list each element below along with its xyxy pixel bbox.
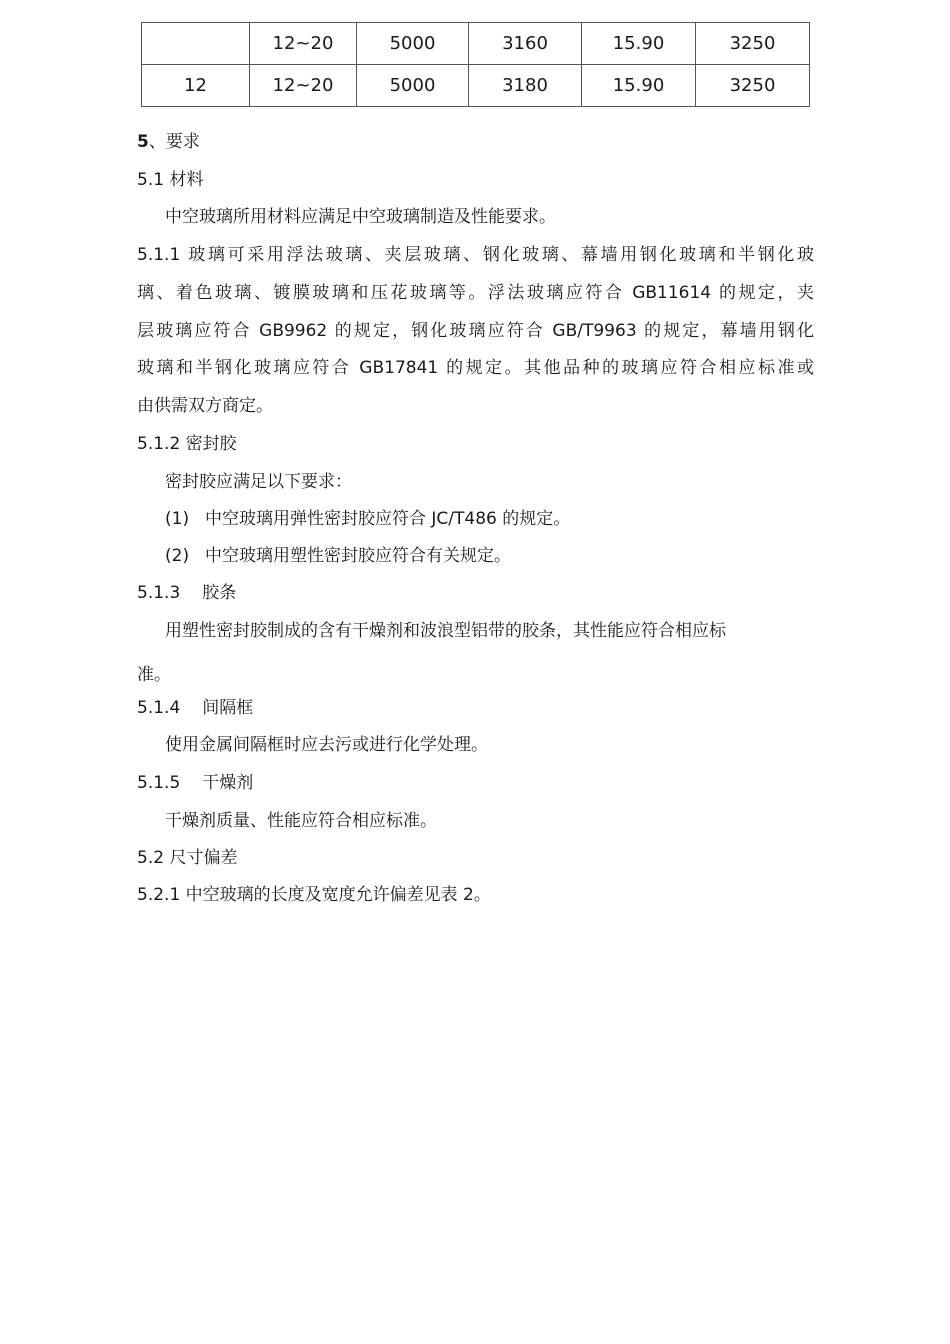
spec-table bbox=[141, 22, 810, 107]
table-cell: 3250 bbox=[696, 23, 810, 65]
table-cell: 3160 bbox=[469, 23, 582, 65]
section-5-1-1-line bbox=[137, 319, 814, 343]
table-cell bbox=[142, 23, 250, 65]
section-5-1-2-heading: 5.1.2 密封胶 bbox=[137, 434, 237, 454]
section-5-1-1-line: 由供需双方商定。 bbox=[137, 396, 273, 416]
list-item-text: 中空玻璃用弹性密封胶应符合 JC/T486 的规定。 bbox=[205, 509, 571, 529]
paragraph-line: 5.1.1 玻璃可采用浮法玻璃、夹层玻璃、钢化玻璃、幕墙用钢化玻璃和半钢化玻 bbox=[137, 245, 814, 265]
section-5-1-4-text: 使用金属间隔框时应去污或进行化学处理。 bbox=[165, 735, 488, 755]
table-row bbox=[142, 23, 810, 65]
table-cell: 12~20 bbox=[250, 23, 357, 65]
section-5-1-5-text: 干燥剂质量、性能应符合相应标准。 bbox=[165, 811, 437, 831]
section-5-heading bbox=[137, 130, 200, 154]
list-item-text: 中空玻璃用塑性密封胶应符合有关规定。 bbox=[205, 546, 511, 566]
section-title: 胶条 bbox=[202, 583, 237, 603]
table-cell: 12~20 bbox=[250, 65, 357, 107]
table-cell: 12 bbox=[142, 65, 250, 107]
section-5-1-4-heading bbox=[137, 696, 253, 720]
section-5-number: 5 bbox=[137, 132, 149, 152]
paragraph-line: 玻璃和半钢化玻璃应符合 GB17841 的规定。其他品种的玻璃应符合相应标准或 bbox=[137, 358, 814, 378]
section-5-1-1-line bbox=[137, 281, 814, 305]
list-item bbox=[165, 544, 511, 568]
list-item-number: (1) bbox=[165, 509, 190, 529]
table-cell: 3250 bbox=[696, 65, 810, 107]
section-5-1-2-text: 密封胶应满足以下要求： bbox=[165, 472, 352, 492]
table-row bbox=[142, 65, 810, 107]
section-5-1-3-text-cont: 准。 bbox=[137, 665, 171, 685]
section-5-1-1-line bbox=[137, 243, 814, 267]
table-cell: 15.90 bbox=[582, 65, 696, 107]
section-5-1-5-heading bbox=[137, 771, 253, 795]
table-cell: 15.90 bbox=[582, 23, 696, 65]
section-5-1-1-line bbox=[137, 356, 814, 380]
section-5-2-1-text: 5.2.1 中空玻璃的长度及宽度允许偏差见表 2。 bbox=[137, 885, 491, 905]
section-number: 5.1.3 bbox=[137, 583, 181, 603]
table-cell: 3180 bbox=[469, 65, 582, 107]
section-title: 间隔框 bbox=[202, 698, 254, 718]
section-5-1-heading: 5.1 材料 bbox=[137, 170, 204, 190]
section-5-1-text: 中空玻璃所用材料应满足中空玻璃制造及性能要求。 bbox=[165, 207, 556, 227]
section-5-title: 、要求 bbox=[148, 132, 200, 152]
section-5-2-heading: 5.2 尺寸偏差 bbox=[137, 848, 238, 868]
table-cell: 5000 bbox=[357, 23, 469, 65]
section-5-1-3-text: 用塑性密封胶制成的含有干燥剂和波浪型铝带的胶条，其性能应符合相应标 bbox=[165, 621, 726, 641]
section-5-1-3-heading bbox=[137, 581, 236, 605]
table-cell: 5000 bbox=[357, 65, 469, 107]
list-item bbox=[165, 507, 570, 531]
paragraph-line: 璃、着色玻璃、镀膜玻璃和压花玻璃等。浮法玻璃应符合 GB11614 的规定，夹 bbox=[137, 283, 814, 303]
section-title: 干燥剂 bbox=[202, 773, 254, 793]
section-number: 5.1.4 bbox=[137, 698, 181, 718]
section-number: 5.1.5 bbox=[137, 773, 181, 793]
list-item-number: (2) bbox=[165, 546, 190, 566]
paragraph-line: 层玻璃应符合 GB9962 的规定，钢化玻璃应符合 GB/T9963 的规定，幕墙用钢化 bbox=[137, 321, 814, 341]
